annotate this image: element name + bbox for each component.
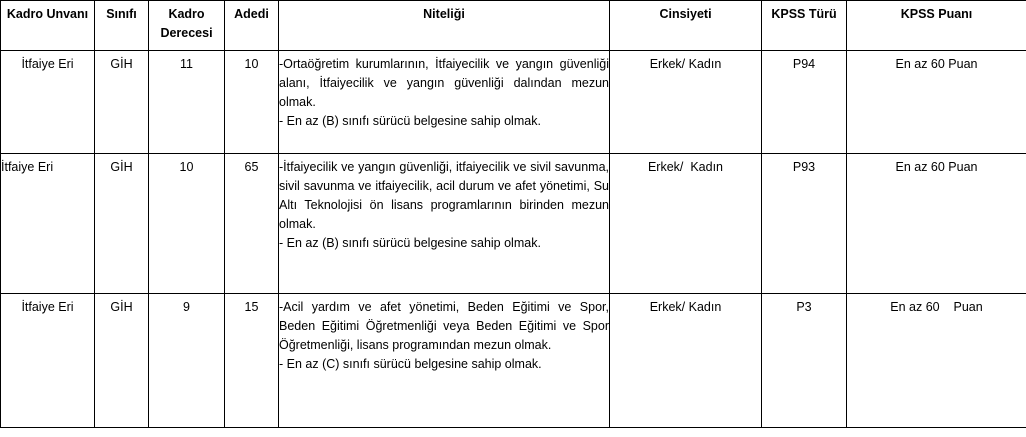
header-sinifi: Sınıfı: [95, 1, 149, 51]
cell-adedi: 10: [225, 51, 279, 154]
cell-kadro-derecesi: 11: [149, 51, 225, 154]
header-kadro-derecesi: Kadro Derecesi: [149, 1, 225, 51]
cell-niteligi: [279, 294, 610, 428]
header-cinsiyeti: Cinsiyeti: [610, 1, 762, 51]
niteligi-requirement-license: - En az (B) sınıfı sürücü belgesine sahip olmak.: [279, 236, 541, 250]
cell-sinifi: GİH: [95, 154, 149, 294]
niteligi-requirement-license: - En az (C) sınıfı sürücü belgesine sahip olmak.: [279, 357, 542, 371]
niteligi-requirement-education: -İtfaiyecilik ve yangın güvenliği, itfaiyecilik ve sivil savunma, sivil savunma ve itfaiyecilik, acil durum ve afet yönetimi, Su Altı Teknolojisi ön lisans programlarının birinden mezun olmak.: [279, 160, 609, 231]
cell-sinifi: GİH: [95, 51, 149, 154]
header-row: [1, 1, 1026, 51]
header-kpss-turu: KPSS Türü: [762, 1, 847, 51]
table-row: [1, 51, 1026, 154]
header-kpss-puani: KPSS Puanı: [847, 1, 1026, 51]
header-niteligi: Niteliği: [279, 1, 610, 51]
cell-adedi: 15: [225, 294, 279, 428]
cell-kadro-derecesi: 9: [149, 294, 225, 428]
header-adedi: Adedi: [225, 1, 279, 51]
cell-kadro-unvani: İtfaiye Eri: [1, 154, 95, 294]
cell-adedi: 65: [225, 154, 279, 294]
table-row: [1, 154, 1026, 294]
cell-kadro-derecesi: 10: [149, 154, 225, 294]
cell-sinifi: GİH: [95, 294, 149, 428]
header-kadro-unvani: Kadro Unvanı: [1, 1, 95, 51]
cell-kpss-puani: En az 60 Puan: [847, 51, 1026, 154]
niteligi-requirement-education: -Acil yardım ve afet yönetimi, Beden Eğitimi ve Spor, Beden Eğitimi Öğretmenliği veya Beden Eğitimi ve Spor Öğretmenliği, lisans programından mezun olmak.: [279, 300, 609, 352]
cell-kpss-puani: En az 60 Puan: [847, 294, 1026, 428]
cell-niteligi: [279, 51, 610, 154]
cell-kpss-puani: En az 60 Puan: [847, 154, 1026, 294]
cell-cinsiyeti: Erkek/ Kadın: [610, 294, 762, 428]
niteligi-requirement-license: - En az (B) sınıfı sürücü belgesine sahip olmak.: [279, 114, 541, 128]
cell-kadro-unvani: İtfaiye Eri: [1, 51, 95, 154]
cell-niteligi: [279, 154, 610, 294]
cell-kpss-turu: P94: [762, 51, 847, 154]
niteligi-requirement-education: -Ortaöğretim kurumlarının, İtfaiyecilik ve yangın güvenliği alanı, İtfaiyecilik ve yangın güvenliği dalından mezun olmak.: [279, 57, 609, 109]
cell-kpss-turu: P3: [762, 294, 847, 428]
cell-kadro-unvani: İtfaiye Eri: [1, 294, 95, 428]
cell-kpss-turu: P93: [762, 154, 847, 294]
cell-cinsiyeti: Erkek/ Kadın: [610, 154, 762, 294]
cell-cinsiyeti: Erkek/ Kadın: [610, 51, 762, 154]
table-row: [1, 294, 1026, 428]
